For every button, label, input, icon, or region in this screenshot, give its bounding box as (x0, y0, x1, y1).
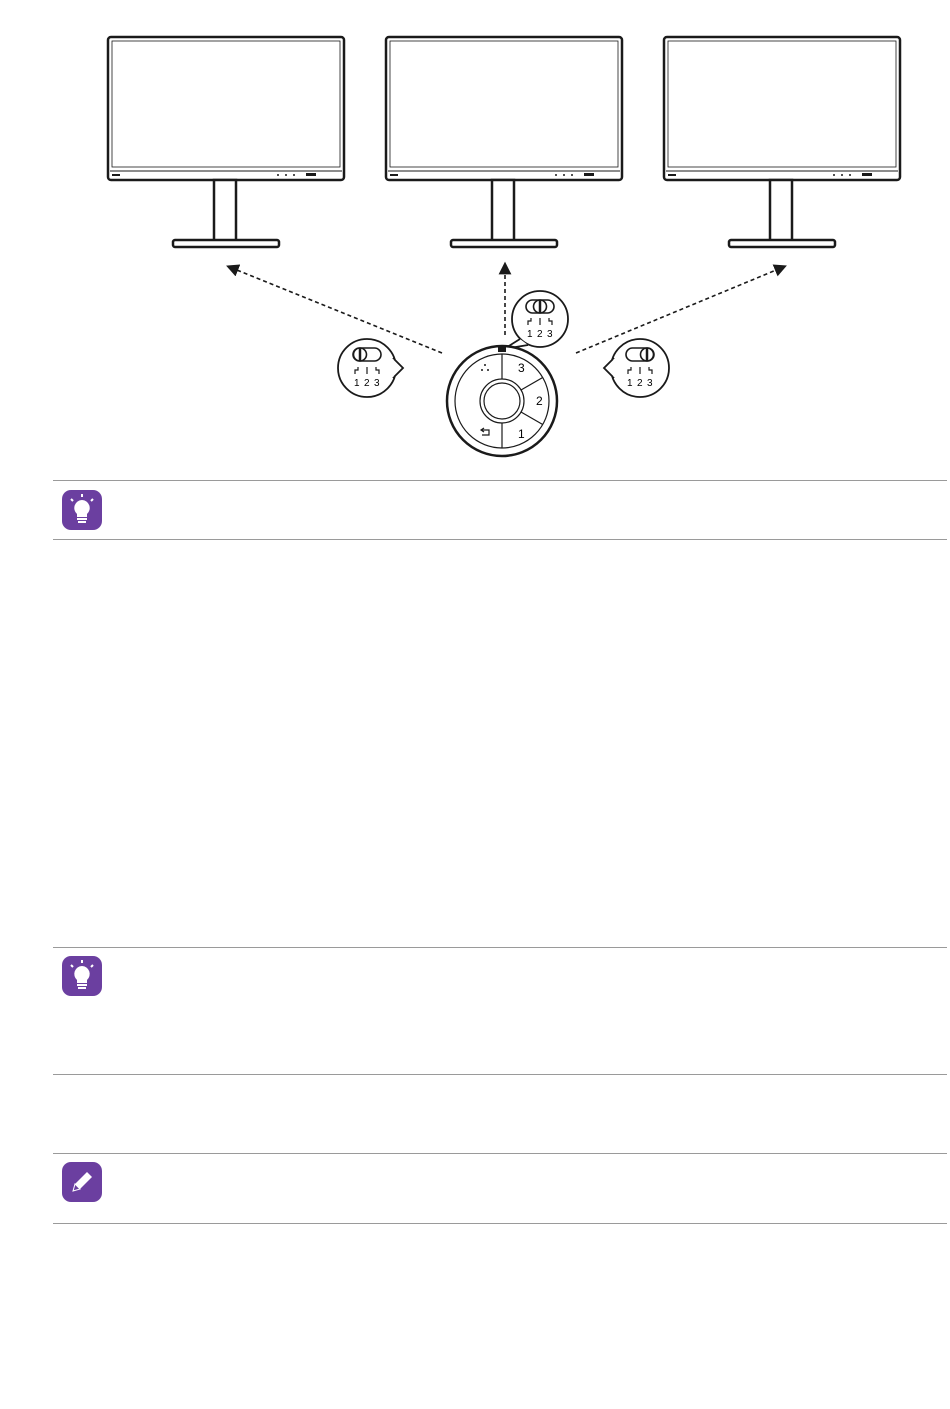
bubble-label: 2 (637, 378, 643, 389)
note-2-bottom-rule (53, 1074, 947, 1075)
bubble-label: 3 (647, 378, 653, 389)
lightbulb-icon (60, 488, 104, 532)
bubble-label: 3 (547, 329, 553, 340)
note-3-bottom-rule (53, 1223, 947, 1224)
monitor-switch-diagram (0, 0, 950, 470)
bubble-label: 2 (364, 378, 370, 389)
arrow-to-left-monitor (232, 268, 442, 353)
monitor-left (108, 37, 344, 247)
bubble-label: 3 (374, 378, 380, 389)
bubble-label: 2 (537, 329, 543, 340)
switch-bubble-2 (504, 291, 568, 349)
switch-bubble-3 (604, 339, 669, 397)
note-1-bottom-rule (53, 539, 947, 540)
arrow-to-right-monitor (576, 268, 781, 353)
dial-segment-1[interactable]: 1 (518, 427, 525, 441)
dial-segment-2[interactable]: 2 (536, 394, 543, 408)
note-2-top-rule (53, 947, 947, 948)
note-3-top-rule (53, 1153, 947, 1154)
bubble-label: 1 (627, 378, 633, 389)
bubble-label: 1 (527, 329, 533, 340)
dial-segment-3[interactable]: 3 (518, 361, 525, 375)
dial-position-marker (498, 346, 506, 352)
switch-bubble-1 (338, 338, 403, 398)
note-1-top-rule (53, 480, 947, 481)
control-dial (447, 346, 557, 456)
bubble-label: 1 (354, 378, 360, 389)
monitor-right (664, 37, 900, 247)
monitor-center (386, 37, 622, 247)
lightbulb-icon (60, 954, 104, 998)
pencil-icon (60, 1160, 104, 1204)
